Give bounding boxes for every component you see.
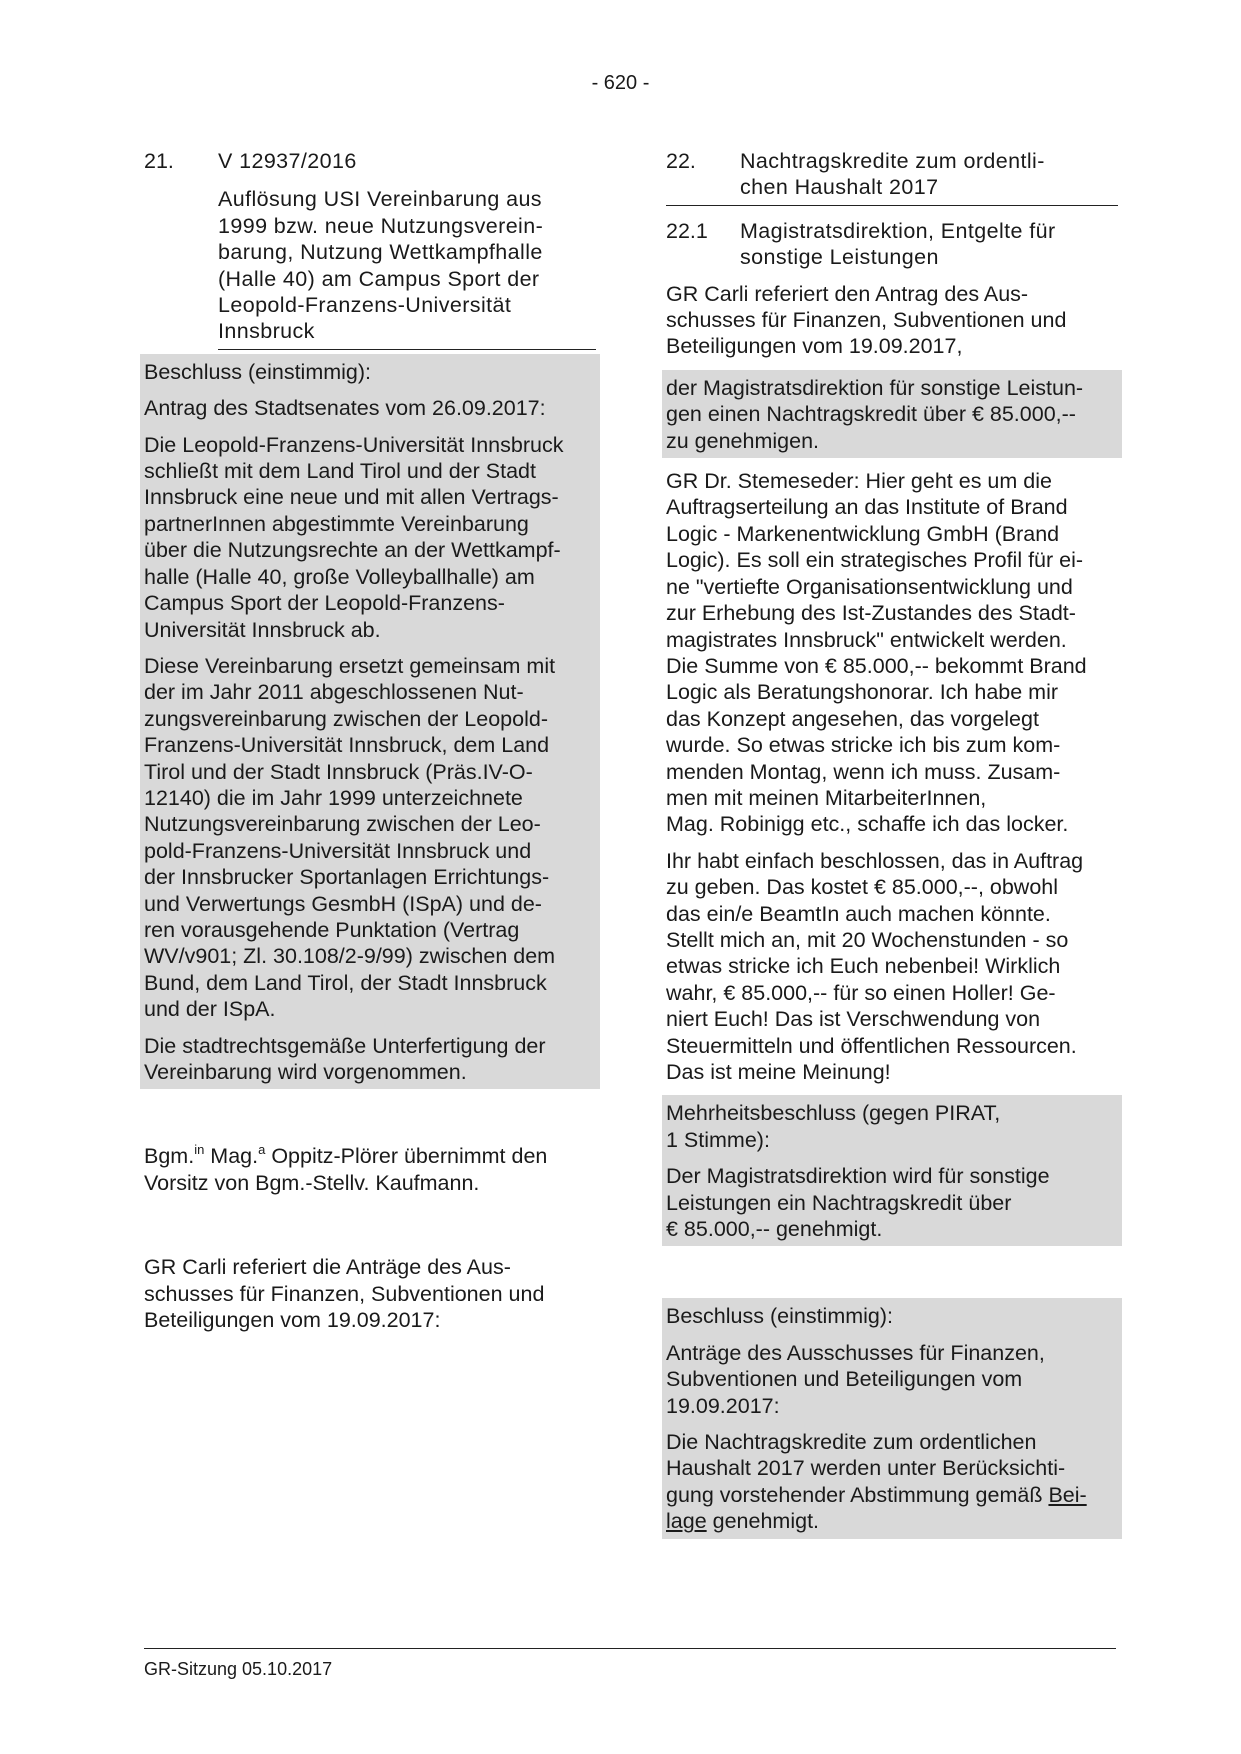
subtitle-line: Innsbruck xyxy=(218,319,315,344)
text-line: wahr, € 85.000,-- für so einen Holler! Ge- xyxy=(666,980,1056,1005)
text-line: Innsbruck eine neue und mit allen Vertrags- xyxy=(144,485,559,510)
stemeseder-paragraph-1 xyxy=(666,468,1118,838)
subitem-title xyxy=(740,218,1118,271)
item-22-heading xyxy=(666,148,1118,206)
text-fragment: genehmigt. xyxy=(712,1509,820,1534)
item-number: 21. xyxy=(144,149,174,173)
right-column xyxy=(666,148,1118,1539)
beschluss-label: Beschluss (einstimmig): xyxy=(144,359,371,384)
beilage-link[interactable]: lage xyxy=(666,1509,707,1534)
text-line: und der ISpA. xyxy=(144,997,276,1022)
text-line: Tirol und der Stadt Innsbruck (Präs.IV-O- xyxy=(144,759,533,784)
left-column xyxy=(144,148,596,1333)
resolution-paragraph-2 xyxy=(144,653,596,1023)
text-line: menden Montag, wenn ich muss. Zusam- xyxy=(666,759,1061,784)
majority-resolution-block xyxy=(662,1095,1122,1246)
stemeseder-paragraph-2 xyxy=(666,848,1118,1086)
carli-paragraph xyxy=(144,1254,596,1333)
text-line: Das ist meine Meinung! xyxy=(666,1060,891,1084)
text-line: Mag. Robinigg etc., schaffe ich das locker. xyxy=(666,812,1069,837)
subtitle-line: Auflösung USI Vereinbarung aus xyxy=(218,187,542,212)
superscript: a xyxy=(258,1142,266,1158)
text-line: Campus Sport der Leopold-Franzens- xyxy=(144,591,505,616)
text-line: Ihr habt einfach beschlossen, das in Auftrag xyxy=(666,848,1084,873)
text-fragment: Oppitz-Plörer übernimmt den xyxy=(271,1144,548,1169)
text-line: zu geben. Das kostet € 85.000,--, obwohl xyxy=(666,875,1059,900)
resolution-paragraph-3 xyxy=(144,1033,596,1086)
majority-text xyxy=(666,1163,1118,1242)
item-number: 22. xyxy=(666,149,696,173)
text-line: Mehrheitsbeschluss (gegen PIRAT, xyxy=(666,1101,1001,1126)
text-line: Nutzungsvereinbarung zwischen der Leo- xyxy=(144,812,541,837)
text-line: chen Haushalt 2017 xyxy=(740,175,939,200)
page-footer: GR-Sitzung 05.10.2017 xyxy=(144,1648,1116,1680)
text-line: Beteiligungen vom 19.09.2017: xyxy=(144,1308,441,1333)
text-line: Franzens-Universität Innsbruck, dem Land xyxy=(144,733,550,758)
text-fragment: gung vorstehender Abstimmung gemäß xyxy=(666,1482,1043,1507)
text-fragment: Bgm. xyxy=(144,1144,195,1169)
text-line: Vereinbarung wird vorgenommen. xyxy=(144,1060,467,1084)
resolution-block xyxy=(140,354,600,1090)
text-line: zungsvereinbarung zwischen der Leopold- xyxy=(144,706,548,731)
subitem-number: 22.1 xyxy=(666,218,708,243)
text-line: ren vorausgehende Punktation (Vertrag xyxy=(144,917,520,942)
text-line: Auftragserteilung an das Institute of Brand xyxy=(666,495,1068,520)
text-fragment: Mag. xyxy=(210,1144,259,1169)
text-line: Die stadtrechtsgemäße Unterfertigung der xyxy=(144,1033,546,1058)
carli-paragraph xyxy=(666,281,1118,360)
text-line: partnerInnen abgestimmte Vereinbarung xyxy=(144,511,529,536)
text-line: zu genehmigen. xyxy=(666,428,819,453)
text-line: niert Euch! Das ist Verschwendung von xyxy=(666,1007,1041,1032)
text-line: Der Magistratsdirektion wird für sonstige xyxy=(666,1164,1050,1189)
item-reference: V 12937/2016 xyxy=(218,149,357,173)
text-line: Stellt mich an, mit 20 Wochenstunden - so xyxy=(666,927,1069,952)
text-line: etwas stricke ich Euch nebenbei! Wirklich xyxy=(666,954,1061,979)
final-text xyxy=(666,1429,1118,1535)
item-title xyxy=(740,148,1118,201)
text-line: men mit meinen MitarbeiterInnen, xyxy=(666,785,987,810)
text-line: das ein/e BeamtIn auch machen könnte. xyxy=(666,901,1051,926)
majority-label xyxy=(666,1100,1118,1153)
text-line: Subventionen und Beteiligungen vom xyxy=(666,1367,1023,1392)
text-line xyxy=(144,1143,596,1169)
text-line: das Konzept angesehen, das vorgelegt xyxy=(666,706,1039,731)
subtitle-line: (Halle 40) am Campus Sport der xyxy=(218,266,540,291)
text-line: ne "vertiefte Organisationsentwicklung und xyxy=(666,574,1073,599)
item-22-1-heading xyxy=(666,218,1118,271)
text-line: sonstige Leistungen xyxy=(740,245,939,270)
text-line: der im Jahr 2011 abgeschlossenen Nut- xyxy=(144,680,524,705)
text-line: WV/v901; Zl. 30.108/2-9/99) zwischen dem xyxy=(144,944,556,969)
page-number: - 620 - xyxy=(591,72,650,94)
resolution-paragraph-1 xyxy=(144,432,596,643)
item-21-heading xyxy=(144,148,596,174)
text-line: Bund, dem Land Tirol, der Stadt Innsbruck xyxy=(144,970,547,995)
text-line: Universität Innsbruck ab. xyxy=(144,617,381,642)
chair-change-paragraph xyxy=(144,1143,596,1196)
text-line: Nachtragskredite zum ordentli- xyxy=(740,149,1045,173)
text-line: Logic). Es soll ein strategisches Profil für ei- xyxy=(666,548,1084,573)
text-line: und Verwertungs GesmbH (ISpA) und de- xyxy=(144,891,542,916)
text-line: schließt mit dem Land Tirol und der Stadt xyxy=(144,459,536,484)
text-line: Diese Vereinbarung ersetzt gemeinsam mit xyxy=(144,653,556,678)
text-line: der Magistratsdirektion für sonstige Leistun- xyxy=(666,375,1084,400)
final-resolution-block xyxy=(662,1298,1122,1538)
text-line: GR Dr. Stemeseder: Hier geht es um die xyxy=(666,469,1052,494)
text-line: Logic als Beratungshonorar. Ich habe mir xyxy=(666,680,1059,705)
text-line: schusses für Finanzen, Subventionen und xyxy=(144,1281,545,1306)
antrag-block xyxy=(662,370,1122,458)
text-line xyxy=(666,1508,1118,1534)
item-21-subtitle xyxy=(218,186,596,349)
text-line: 1 Stimme): xyxy=(666,1127,770,1152)
antrag-label: Antrag des Stadtsenates vom 26.09.2017: xyxy=(144,396,546,421)
text-line: Steuermitteln und öffentlichen Ressourcen. xyxy=(666,1033,1077,1058)
text-line: Die Summe von € 85.000,-- bekommt Brand xyxy=(666,653,1087,678)
beschluss-label: Beschluss (einstimmig): xyxy=(666,1304,893,1329)
antrag-text xyxy=(666,375,1118,454)
text-line: Die Nachtragskredite zum ordentlichen xyxy=(666,1430,1037,1455)
text-line: Die Leopold-Franzens-Universität Innsbruck xyxy=(144,432,564,457)
text-line: halle (Halle 40, große Volleyballhalle) am xyxy=(144,564,535,589)
text-line: der Innsbrucker Sportanlagen Errichtungs- xyxy=(144,865,550,890)
beilage-link[interactable]: Bei- xyxy=(1048,1482,1087,1507)
text-line: pold-Franzens-Universität Innsbruck und xyxy=(144,838,532,863)
text-line: gen einen Nachtragskredit über € 85.000,-- xyxy=(666,402,1076,427)
superscript: in xyxy=(194,1142,205,1158)
text-line: Haushalt 2017 werden unter Berücksichti- xyxy=(666,1456,1066,1481)
text-line: Magistratsdirektion, Entgelte für xyxy=(740,218,1056,243)
text-line: GR Carli referiert den Antrag des Aus- xyxy=(666,281,1029,306)
text-line: wurde. So etwas stricke ich bis zum kom- xyxy=(666,733,1061,758)
text-line xyxy=(666,1482,1118,1508)
subtitle-line: Leopold-Franzens-Universität xyxy=(218,293,512,318)
text-line: 19.09.2017: xyxy=(666,1393,780,1418)
text-line: 12140) die im Jahr 1999 unterzeichnete xyxy=(144,785,523,810)
text-line: über die Nutzungsrechte an der Wettkampf- xyxy=(144,538,561,563)
text-line: € 85.000,-- genehmigt. xyxy=(666,1217,883,1242)
text-line: Leistungen ein Nachtragskredit über xyxy=(666,1190,1012,1215)
antraege-label xyxy=(666,1340,1118,1419)
text-line: GR Carli referiert die Anträge des Aus- xyxy=(144,1255,511,1280)
text-line: Logic - Markenentwicklung GmbH (Brand xyxy=(666,521,1060,546)
text-line: magistrates Innsbruck" entwickelt werden. xyxy=(666,627,1067,652)
text-line: zur Erhebung des Ist-Zustandes des Stadt- xyxy=(666,601,1076,626)
text-line: schusses für Finanzen, Subventionen und xyxy=(666,308,1067,333)
subtitle-line: 1999 bzw. neue Nutzungsverein- xyxy=(218,213,544,238)
text-line: Vorsitz von Bgm.-Stellv. Kaufmann. xyxy=(144,1170,480,1195)
subtitle-line: barung, Nutzung Wettkampfhalle xyxy=(218,240,543,265)
text-line: Anträge des Ausschusses für Finanzen, xyxy=(666,1340,1045,1365)
text-line: Beteiligungen vom 19.09.2017, xyxy=(666,334,963,359)
